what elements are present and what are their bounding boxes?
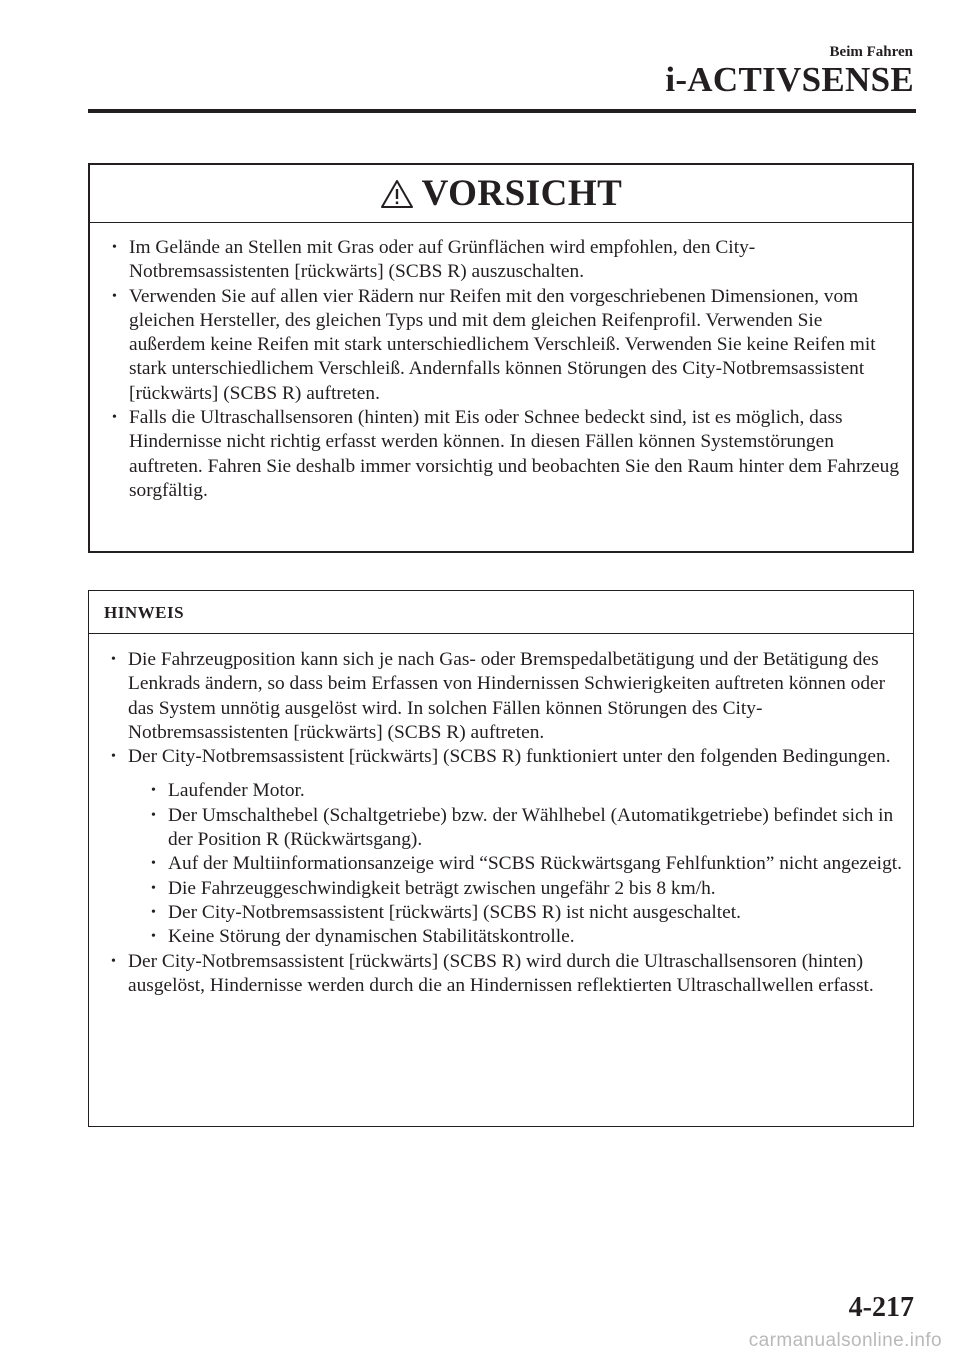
- header-rule: [88, 109, 916, 113]
- note-header: [89, 591, 913, 634]
- caution-item-text: Verwenden Sie auf allen vier Rädern nur Reifen mit den vorgeschriebenen Dimensionen, vom gleichen Hersteller, des gleichen Typs und mit dem gleichen Reifenprofil. Verwenden Sie außerdem keine Reifen mit stark unterschiedlichem Verschleiß. Verwenden Sie keine Reifen mit stark unterschiedlichem Verschleiß. Andernfalls können Störungen des City-Notbremsassistent [rückwärts] (SCBS R) auftreten.: [129, 285, 876, 404]
- condition-item: [147, 901, 903, 925]
- caution-item: [108, 285, 902, 406]
- condition-item: [147, 925, 903, 949]
- condition-item: [147, 804, 903, 853]
- caution-title: VORSICHT: [421, 173, 623, 214]
- bullet-icon: •: [151, 904, 156, 920]
- note-item-text: Der City-Notbremsassistent [rückwärts] (SCBS R) funktioniert unter den folgenden Bedingungen.: [128, 746, 891, 768]
- caution-header: [90, 165, 912, 223]
- condition-text: Auf der Multiinformationsanzeige wird “SCBS Rückwärtsgang Fehlfunktion” nicht angezeigt.: [168, 853, 902, 875]
- condition-text: Laufender Motor.: [168, 780, 305, 802]
- condition-item: [147, 779, 903, 803]
- condition-text: Keine Störung der dynamischen Stabilitätskontrolle.: [168, 926, 575, 948]
- bullet-icon: •: [112, 288, 117, 304]
- warning-triangle-icon: [380, 179, 414, 209]
- note-title: HINWEIS: [104, 603, 185, 622]
- bullet-icon: •: [151, 929, 156, 945]
- bullet-icon: •: [151, 783, 156, 799]
- bullet-icon: •: [112, 410, 117, 426]
- note-item-text: Der City-Notbremsassistent [rückwärts] (SCBS R) wird durch die Ultraschallsensoren (hinten) ausgelöst, Hindernisse werden durch die an Hindernissen reflektierten Ultraschallwellen erfasst.: [128, 950, 874, 996]
- caution-item: [108, 236, 902, 285]
- condition-item: [147, 877, 903, 901]
- caution-item: [108, 406, 902, 503]
- watermark: carmanualsonline.info: [748, 1330, 942, 1351]
- chapter-title: i-ACTIVSENSE: [665, 60, 914, 99]
- caution-item-text: Falls die Ultraschallsensoren (hinten) mit Eis oder Schnee bedeckt sind, ist es möglich, dass Hindernisse nicht richtig erfasst werden können. In diesen Fällen können Systemstörungen auftreten. Fahren Sie deshalb immer vorsichtig und beobachten Sie den Raum hinter dem Fahrzeug sorgfältig.: [129, 407, 900, 501]
- bullet-icon: •: [151, 807, 156, 823]
- bullet-icon: •: [111, 749, 116, 765]
- bullet-icon: •: [111, 652, 116, 667]
- condition-text: Der City-Notbremsassistent [rückwärts] (SCBS R) ist nicht ausgeschaltet.: [168, 901, 742, 923]
- condition-text: Der Umschalthebel (Schaltgetriebe) bzw. der Wählhebel (Automatikgetriebe) befindet sich in der Position R (Rückwärtsgang).: [168, 804, 894, 851]
- conditions-list: [128, 779, 903, 949]
- bullet-icon: •: [111, 953, 116, 969]
- note-item: [107, 648, 903, 745]
- condition-item: [147, 852, 903, 876]
- bullet-icon: •: [151, 856, 156, 872]
- note-item: [107, 745, 903, 949]
- bullet-icon: •: [112, 240, 117, 255]
- note-item-text: Die Fahrzeugposition kann sich je nach Gas- oder Bremspedalbetätigung und der Betätigung des Lenkrads ändern, so dass beim Erfassen von Hindernissen Schwierigkeiten auftreten können oder das System unnötig ausgelöst wird. In solchen Fällen können Störungen des City-Notbremsassistenten [rückwärts] (SCBS R) auftreten.: [128, 649, 886, 743]
- page-number: 4-217: [848, 1292, 914, 1323]
- section-title: Beim Fahren: [829, 44, 913, 60]
- bullet-icon: •: [151, 880, 156, 896]
- note-item: [107, 950, 903, 999]
- caution-title-group: [380, 172, 623, 215]
- caution-item-text: Im Gelände an Stellen mit Gras oder auf Grünflächen wird empfohlen, den City-Notbremsassistenten [rückwärts] (SCBS R) auszuschalten.: [129, 237, 756, 283]
- note-list: [107, 648, 903, 998]
- note-box: [88, 590, 914, 1127]
- caution-box: [88, 163, 914, 553]
- caution-list: [108, 236, 902, 503]
- condition-text: Die Fahrzeuggeschwindigkeit beträgt zwischen ungefähr 2 bis 8 km/h.: [168, 877, 716, 899]
